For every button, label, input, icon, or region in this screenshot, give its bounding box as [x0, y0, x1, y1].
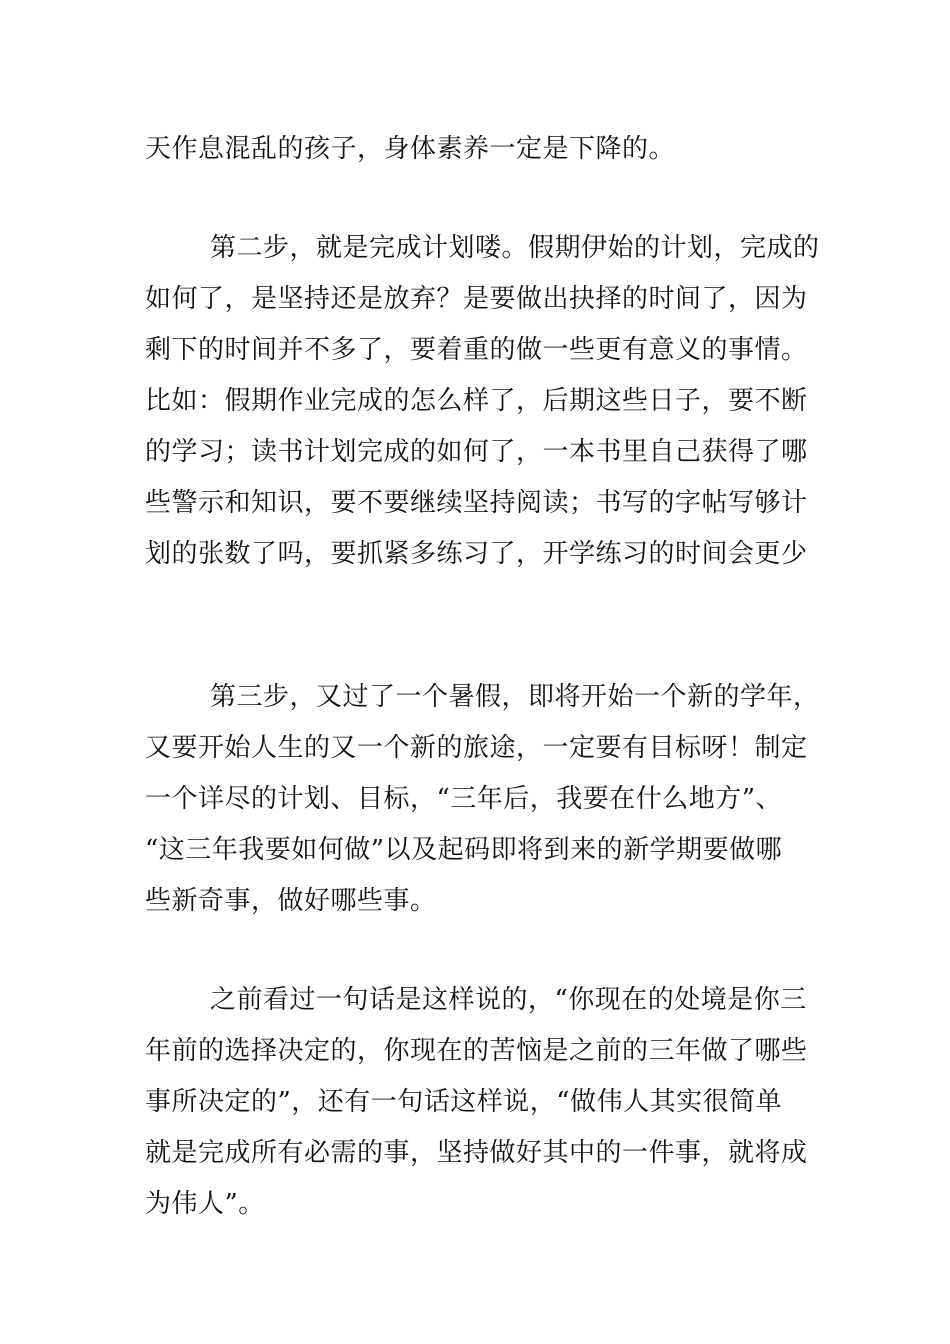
paragraph-3-line-1: 第三步，又过了一个暑假，即将开始一个新的学年， [210, 682, 820, 712]
paragraph-3-line-5: 些新奇事，做好哪些事。 [145, 886, 437, 916]
paragraph-2-line-6: 些警示和知识，要不要继续坚持阅读；书写的字帖写够计 [145, 488, 808, 518]
paragraph-4-line-4: 就是完成所有必需的事，坚持做好其中的一件事，就将成 [145, 1138, 808, 1168]
paragraph-3-line-4: “这三年我要如何做”以及起码即将到来的新学期要做哪 [145, 835, 783, 865]
paragraph-1-line-1: 天作息混乱的孩子，身体素养一定是下降的。 [145, 134, 676, 164]
paragraph-4-line-3: 事所决定的”，还有一句话这样说，“做伟人其实很简单 [145, 1087, 783, 1117]
paragraph-2-line-5: 的学习；读书计划完成的如何了，一本书里自己获得了哪 [145, 437, 808, 467]
paragraph-2-line-7: 划的张数了吗，要抓紧多练习了，开学练习的时间会更少 [145, 539, 808, 569]
paragraph-2-line-4: 比如：假期作业完成的怎么样了，后期这些日子，要不断 [145, 386, 808, 416]
paragraph-3-line-3: 一个详尽的计划、目标，“三年后，我要在什么地方”、 [145, 784, 783, 814]
paragraph-2-line-2: 如何了，是坚持还是放弃？是要做出抉择的时间了，因为 [145, 284, 808, 314]
paragraph-4-line-1: 之前看过一句话是这样说的，“你现在的处境是你三 [210, 985, 807, 1015]
paragraph-4-line-2: 年前的选择决定的，你现在的苦恼是之前的三年做了哪些 [145, 1036, 808, 1066]
paragraph-4-line-5: 为伟人”。 [145, 1189, 265, 1219]
paragraph-2-line-3: 剩下的时间并不多了，要着重的做一些更有意义的事情。 [145, 335, 808, 365]
paragraph-2-line-1: 第二步，就是完成计划喽。假期伊始的计划，完成的 [210, 233, 820, 263]
paragraph-3-line-2: 又要开始人生的又一个新的旅途，一定要有目标呀！制定 [145, 733, 808, 763]
